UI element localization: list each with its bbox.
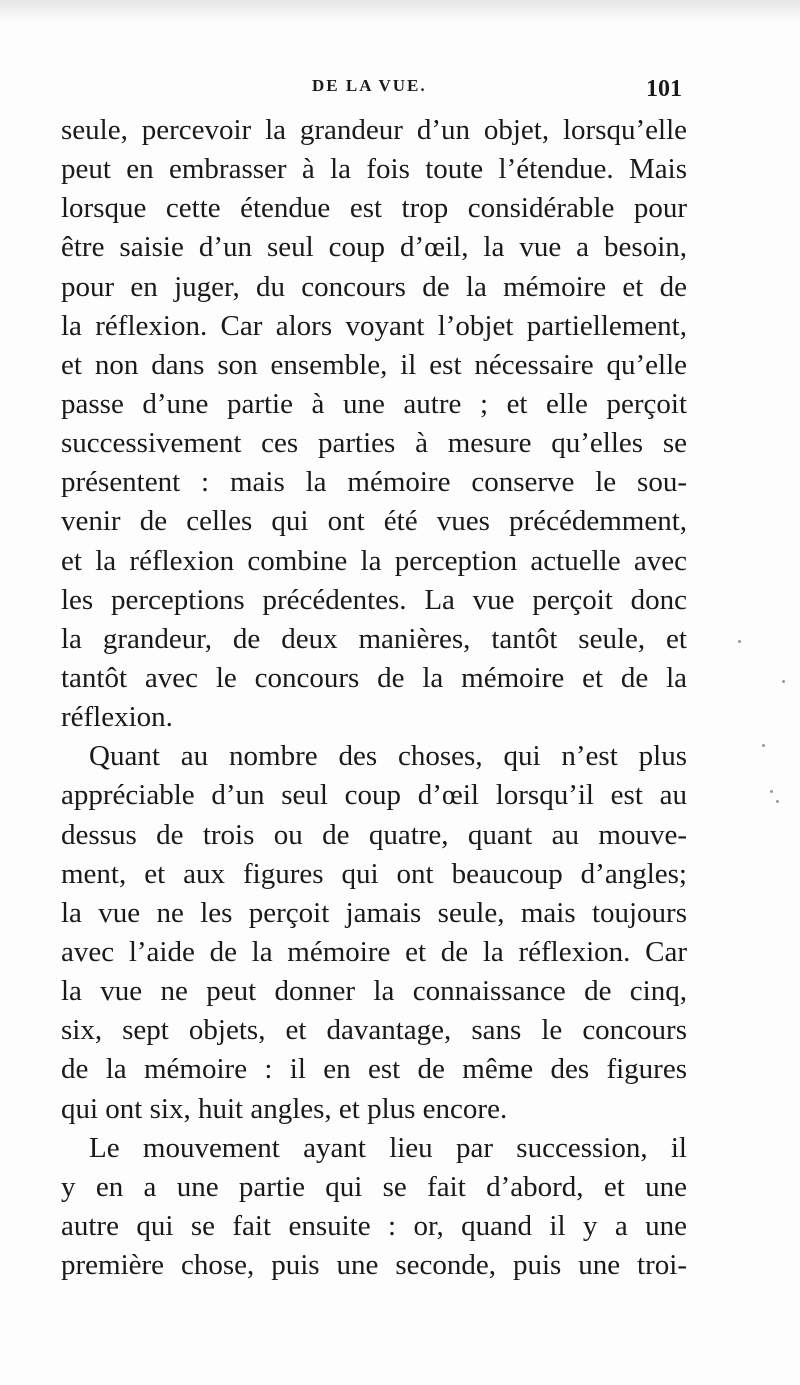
text-line: passe d’une partie à une autre ; et elle perçoit <box>61 387 687 420</box>
text-line: pour en juger, du concours de la mémoire et de <box>61 270 687 303</box>
text-line: être saisie d’un seul coup d’œil, la vue a besoin, <box>61 231 687 264</box>
text-line: de la mémoire : il en est de même des figures <box>61 1053 687 1086</box>
text-line: tantôt avec le concours de la mémoire et de la <box>61 661 687 694</box>
paragraph-start-line: Quant au nombre des choses, qui n’est plus <box>89 740 687 773</box>
text-line: autre qui se fait ensuite : or, quand il y a une <box>61 1209 687 1242</box>
text-line: et non dans son ensemble, il est nécessaire qu’elle <box>61 348 687 381</box>
scan-edge-shadow <box>0 0 800 22</box>
text-line: seule, percevoir la grandeur d’un objet, lorsqu’elle <box>61 114 687 146</box>
text-line: peut en embrasser à la fois toute l’étendue. Mais <box>61 153 687 186</box>
scan-speck <box>776 800 779 803</box>
text-line: première chose, puis une seconde, puis une troi- <box>61 1249 687 1282</box>
text-line: la vue ne les perçoit jamais seule, mais toujours <box>61 896 687 929</box>
running-title: DE LA VUE. <box>312 76 427 95</box>
text-line: six, sept objets, et davantage, sans le concours <box>61 1014 687 1047</box>
text-line: successivement ces parties à mesure qu’elles se <box>61 427 687 460</box>
paragraph-end-line: qui ont six, huit angles, et plus encore. <box>61 1092 508 1125</box>
scan-speck <box>738 640 741 643</box>
page-number: 101 <box>646 76 682 102</box>
text-line: lorsque cette étendue est trop considérable pour <box>61 192 687 225</box>
paragraph-start-line: Le mouvement ayant lieu par succession, il <box>89 1131 687 1164</box>
text-line: dessus de trois ou de quatre, quant au mouve- <box>61 818 687 851</box>
paragraph-end-line: réflexion. <box>61 701 173 734</box>
text-line: y en a une partie qui se fait d’abord, et une <box>61 1170 687 1203</box>
text-line: présentent : mais la mémoire conserve le sou- <box>61 466 687 499</box>
body-text <box>61 111 687 1285</box>
scan-speck <box>762 744 765 747</box>
text-line: la grandeur, de deux manières, tantôt seule, et <box>61 622 687 655</box>
text-line: avec l’aide de la mémoire et de la réflexion. Car <box>61 935 687 968</box>
text-line: venir de celles qui ont été vues précédemment, <box>61 505 687 538</box>
text-line: la vue ne peut donner la connaissance de cinq, <box>61 975 687 1008</box>
text-line: la réflexion. Car alors voyant l’objet partiellement, <box>61 309 687 342</box>
text-line: ment, et aux figures qui ont beaucoup d’angles; <box>61 857 687 890</box>
text-line: et la réflexion combine la perception actuelle avec <box>61 544 687 577</box>
scan-speck <box>782 680 785 683</box>
scan-speck <box>770 790 773 793</box>
text-line: les perceptions précédentes. La vue perçoit donc <box>61 583 687 616</box>
text-line: appréciable d’un seul coup d’œil lorsqu’il est au <box>61 779 687 812</box>
